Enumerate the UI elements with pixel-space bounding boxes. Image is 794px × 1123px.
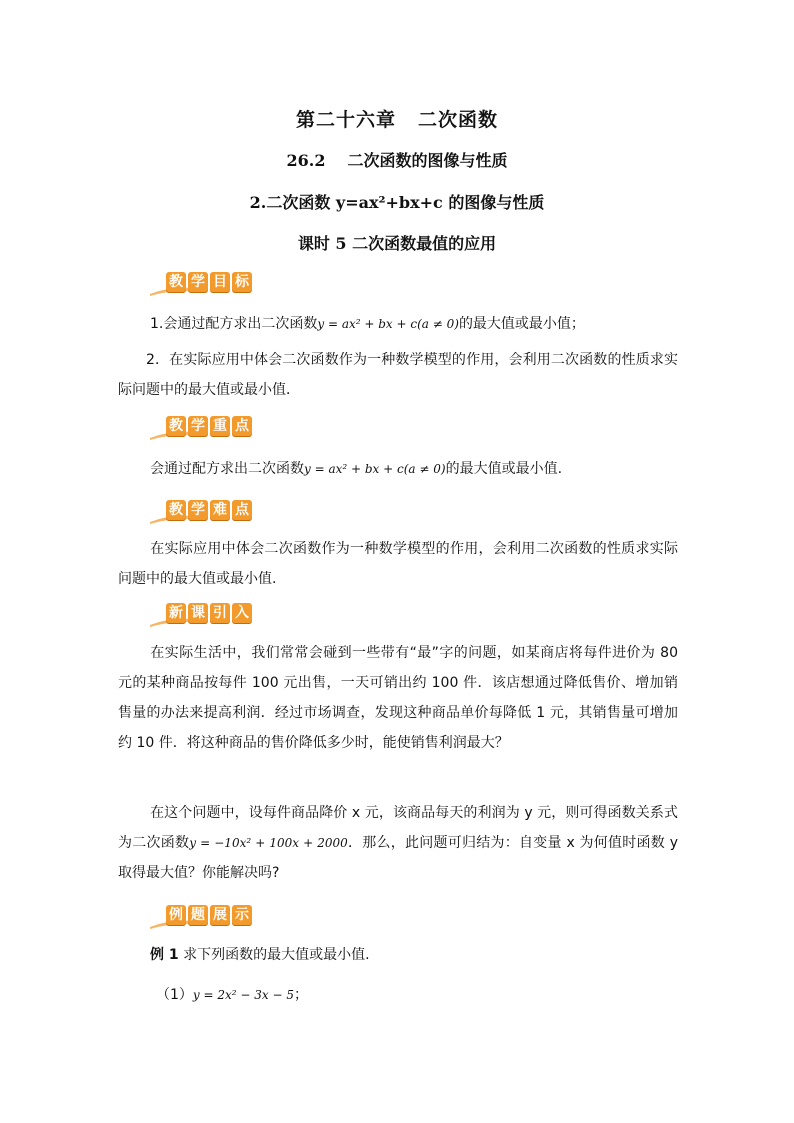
badge-char: 例 xyxy=(166,905,186,925)
badge-char: 新 xyxy=(166,603,186,623)
chapter-name: 二次函数 xyxy=(418,109,499,131)
intro-paragraph-1 xyxy=(118,638,678,758)
intro-p2-text: 在这个问题中，设每件商品降价 x 元，该商品每天的利润为 y 元，则可得函数关系式为二次函数 xyxy=(118,805,678,851)
badge-teaching-difficulty xyxy=(150,498,260,526)
badge-char: 课 xyxy=(188,603,208,623)
badge-teaching-goals xyxy=(150,270,260,298)
goal-item-2 xyxy=(118,345,678,405)
section-title xyxy=(0,148,794,171)
intro-paragraph-2 xyxy=(118,798,678,888)
badge-char: 入 xyxy=(232,603,252,623)
key-formula: y = ax² + bx + c(a ≠ 0) xyxy=(304,462,446,476)
badge-char: 示 xyxy=(232,905,252,925)
badge-char: 教 xyxy=(166,272,186,292)
badge-char: 标 xyxy=(232,272,252,292)
badge-char: 教 xyxy=(166,500,186,520)
intro-p2-text-end: ．那么，此问题可归结为：自变量 x 为何值时函数 y 取得最大值？你能解决吗? xyxy=(118,835,679,881)
subsection-title: 2.二次函数 y=ax²+bx+c 的图像与性质 xyxy=(249,193,545,212)
badge-char: 点 xyxy=(232,500,252,520)
section-number: 26.2 xyxy=(286,151,326,170)
section-name: 二次函数的图像与性质 xyxy=(347,151,508,170)
intro-p2-formula: y = −10x² + 100x + 2000 xyxy=(189,836,348,850)
badge-new-lesson-intro xyxy=(150,601,260,629)
badge-char: 重 xyxy=(210,416,230,436)
badge-char: 学 xyxy=(188,272,208,292)
example-item-formula: y = 2x² − 3x − 5 xyxy=(192,988,295,1002)
key-text-end: 的最大值或最小值. xyxy=(445,461,563,477)
badge-char: 难 xyxy=(210,500,230,520)
badge-char: 点 xyxy=(232,416,252,436)
badge-teaching-key xyxy=(150,414,260,442)
difficulty-body: 在实际应用中体会二次函数作为一种数学模型的作用，会利用二次函数的性质求实际问题中的最大值或最小值. xyxy=(118,541,678,587)
example-item-number: （1） xyxy=(156,987,193,1003)
badge-example-display xyxy=(150,903,260,931)
badge-char: 教 xyxy=(166,416,186,436)
key-text: 会通过配方求出二次函数 xyxy=(150,461,304,477)
badge-char: 展 xyxy=(210,905,230,925)
badge-char: 题 xyxy=(188,905,208,925)
example-text: 求下列函数的最大值或最小值. xyxy=(183,947,370,963)
chapter-number: 第二十六章 xyxy=(295,109,396,131)
key-point-text xyxy=(150,454,670,484)
badge-char: 引 xyxy=(210,603,230,623)
example-item-end: ； xyxy=(294,987,309,1003)
example-label: 例 1 xyxy=(150,947,179,963)
goal-2-text: 2．在实际应用中体会二次函数作为一种数学模型的作用，会利用二次函数的性质求实际问题中的最大值或最小值． xyxy=(118,352,678,398)
chapter-title xyxy=(0,105,794,132)
badge-char: 学 xyxy=(188,416,208,436)
goal-1-formula: y = ax² + bx + c(a ≠ 0) xyxy=(317,317,459,331)
goal-1-text: 1.会通过配方求出二次函数 xyxy=(150,316,318,332)
goal-1-text-end: 的最大值或最小值； xyxy=(458,316,585,332)
badge-char: 学 xyxy=(188,500,208,520)
example-item-1 xyxy=(156,980,656,1010)
lesson-title: 课时 5 二次函数最值的应用 xyxy=(297,234,497,253)
badge-char: 目 xyxy=(210,272,230,292)
difficulty-text xyxy=(118,534,678,594)
intro-p1-text: 在实际生活中，我们常常会碰到一些带有“最”字的问题，如某商店将每件进价为 80 元的某种商品按每件 100 元出售，一天可销出约 100 件．该店想通过降低售价、增加销售量的办法来提高利润．经过市场调查，发现这种商品单价每降低 1 元，其销售量可增加约 10 件．将这种商品的售价降低多少时，能使销售利润最大？ xyxy=(118,645,678,751)
example-1 xyxy=(150,940,670,970)
goal-item-1 xyxy=(150,309,670,339)
